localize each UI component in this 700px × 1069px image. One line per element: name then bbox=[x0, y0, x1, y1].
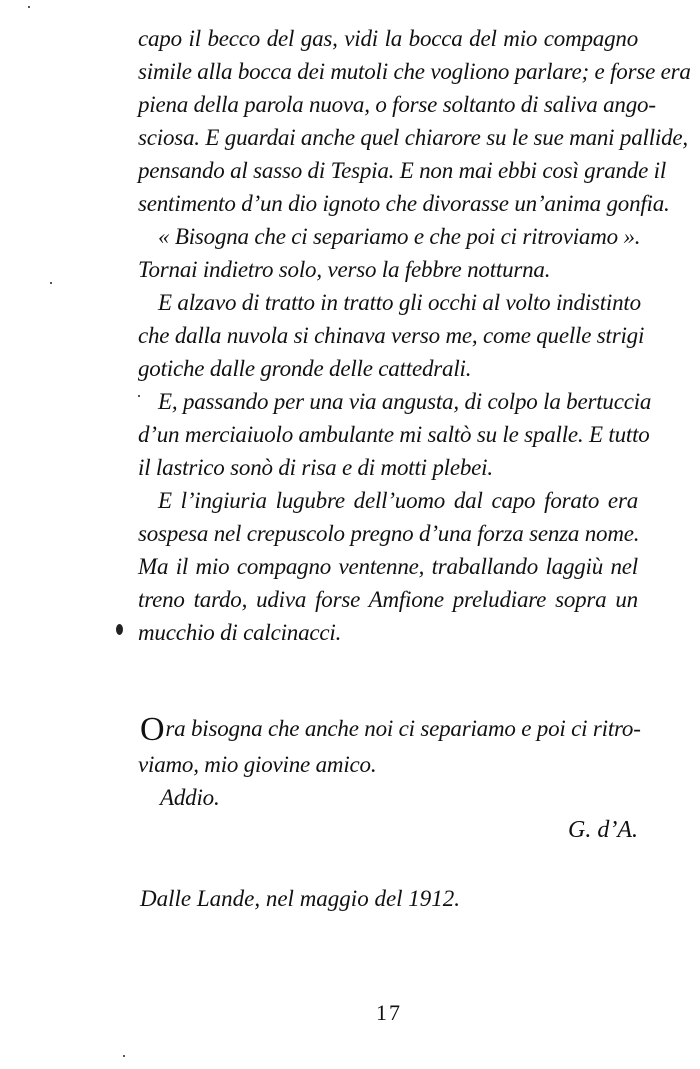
text-line-10: che dalla nuvola si chinava verso me, come quelle strigi bbox=[138, 323, 645, 348]
text-line-1: capo il becco del gas, vidi la bocca del mio compagno bbox=[138, 26, 638, 51]
drop-cap: O bbox=[140, 711, 165, 748]
closing-line-2: viamo, mio giovine amico. bbox=[138, 752, 377, 777]
text-line-7: « Bisogna che ci separiamo e che poi ci ritroviamo ». bbox=[158, 224, 641, 249]
text-line-6: sentimento d’un dio ignoto che divorasse un’anima gonfia. bbox=[138, 191, 670, 216]
closing-line-1 bbox=[140, 711, 641, 748]
dateline: Dalle Lande, nel maggio del 1912. bbox=[140, 886, 461, 911]
text-line-18: treno tardo, udiva forse Amfione preludiare sopra un bbox=[138, 587, 638, 612]
text-line-8: Tornai indietro solo, verso la febbre notturna. bbox=[138, 257, 551, 282]
farewell: Addio. bbox=[160, 785, 220, 810]
text-line-11: gotiche dalle gronde delle cattedrali. bbox=[138, 356, 472, 381]
text-line-19: mucchio di calcinacci. bbox=[138, 620, 342, 645]
text-line-5: pensando al sasso di Tespia. E non mai ebbi così grande il bbox=[138, 158, 667, 183]
text-line-14: il lastrico sonò di risa e di motti plebei. bbox=[138, 455, 493, 480]
text-line-3: piena della parola nuova, o forse soltanto di saliva ango- bbox=[138, 92, 656, 117]
ink-speck bbox=[123, 1055, 125, 1057]
text-line-17: Ma il mio compagno ventenne, traballando laggiù nel bbox=[138, 554, 638, 579]
text-line-4: sciosa. E guardai anche quel chiarore su le sue mani pallide, bbox=[138, 125, 688, 150]
text-line-15: E l’ingiuria lugubre dell’uomo dal capo forato era bbox=[158, 488, 638, 513]
text-line-12: E, passando per una via angusta, di colpo la bertuccia bbox=[158, 389, 652, 414]
ink-speck bbox=[138, 395, 140, 397]
ink-speck bbox=[28, 6, 30, 8]
text-line-9: E alzavo di tratto in tratto gli occhi al volto indistinto bbox=[158, 290, 641, 315]
signature: G. d’A. bbox=[568, 817, 638, 843]
text-line-13: d’un merciaiuolo ambulante mi saltò su le spalle. E tutto bbox=[138, 422, 650, 447]
text-line-2: simile alla bocca dei mutoli che vogliono parlare; e forse era bbox=[138, 59, 691, 84]
ink-speck bbox=[50, 282, 52, 284]
page-number: 17 bbox=[376, 1000, 402, 1025]
text-line-16: sospesa nel crepuscolo pregno d’una forza senza nome. bbox=[138, 521, 640, 546]
ink-blot bbox=[116, 624, 123, 635]
closing-line-1-text: ra bisogna che anche noi ci separiamo e poi ci ritro- bbox=[165, 716, 641, 741]
